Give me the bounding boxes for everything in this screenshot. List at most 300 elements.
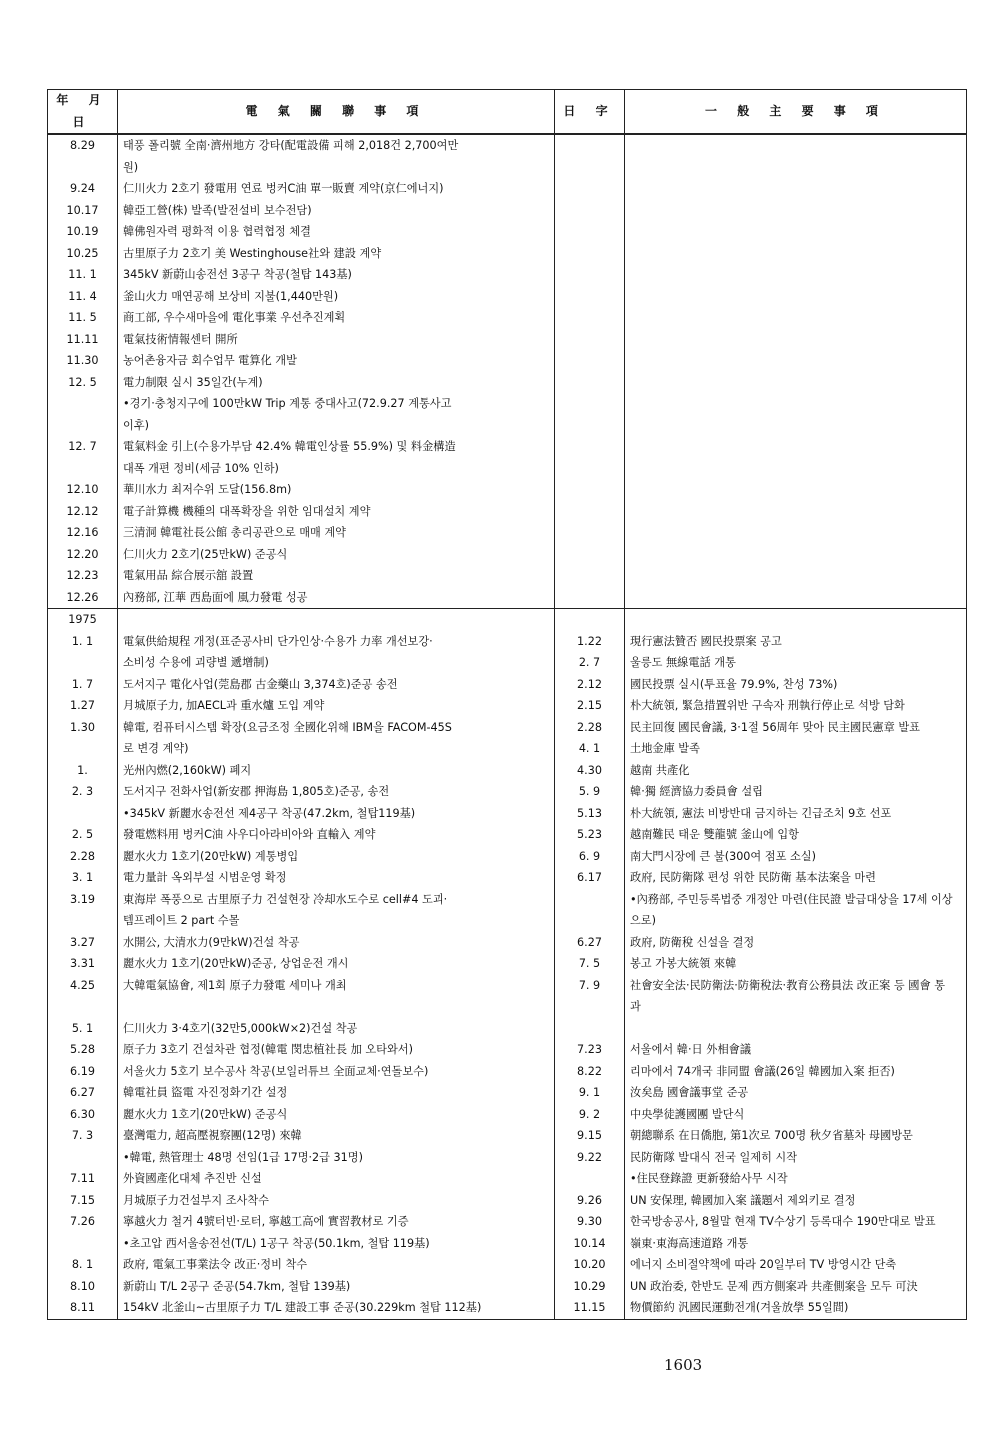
text-line: 봉고 가봉大統領 來韓 [630,957,737,970]
row-date: 7. 3 [48,1125,118,1168]
row-electric-event [118,544,555,566]
row-day: 6.27 [555,932,625,954]
text-line: 電力制限 실시 35일간(누계) [123,375,263,389]
row-general-event [625,867,967,889]
text-line: 서울火力 5호기 보수공사 착공(보일러튜브 全面교체·연돌보수) [123,1064,429,1078]
row-electric-event [118,587,555,609]
row-date: 10.19 [48,221,118,243]
text-line: •초고압 西서울송전선(T/L) 1공구 착공(50.1km, 철탑 119基) [123,1236,430,1250]
row-date: 10.25 [48,243,118,265]
row-date: 2.28 [48,846,118,868]
table-row [48,565,967,587]
text-line: 농어촌융자금 회수업무 電算化 개발 [123,354,297,367]
table-row [48,1211,967,1254]
row-day: 6.17 [555,867,625,889]
text-line: 大韓電氣協會, 제1회 原子力發電 세미나 개최 [123,978,347,992]
text-line: 朴大統領, 緊急措置위반 구속자 刑執行停止로 석방 담화 [630,699,905,712]
text-line: 345kV 新蔚山송전선 3공구 착공(철탑 143基) [123,268,352,281]
text-line: 中央學徒護國團 발단식 [630,1107,745,1121]
row-day: 6. 9 [555,846,625,868]
text-line: 電氣供給規程 개정(표준공사비 단가인상·수용가 力率 개선보강· [123,634,433,648]
row-electric-event [118,846,555,868]
row-date: 1975 [48,609,118,631]
table-row [48,479,967,501]
row-electric-event [118,221,555,243]
row-electric-event [118,953,555,975]
table-row [48,264,967,286]
text-line: 國民投票 실시(투표율 79.9%, 찬성 73%) [630,677,838,691]
row-day [555,329,625,351]
text-line: 소비성 수용에 괴량별 遞增制) [123,656,269,669]
text-line: 臺灣電力, 超高壓視察團(12명) 來韓 [123,1129,302,1142]
text-line: 越南 共產化 [630,763,690,777]
text-line: 템프레이트 2 part 수몰 [123,914,240,927]
text-line: 內務部, 江華 西島面에 風力發電 성공 [123,590,308,604]
text-line: 이후) [123,418,149,432]
text-line: 리마에서 74개국 非同盟 會議(26일 韓國加入案 拒否) [630,1064,895,1078]
text-line: 154kV 北釜山~古里原子力 T/L 建設工事 준공(30.229km 철탑 112基) [123,1301,482,1314]
text-line: 原子力 3호기 건설차관 협정(韓電 閔忠植社長 加 오타와서) [123,1043,413,1056]
row-electric-event [118,1211,555,1254]
row-day: 10.29 [555,1276,625,1298]
row-general-event [625,522,967,544]
row-general-event [625,1168,967,1190]
table-row [48,1125,967,1168]
text-line: 원) [123,160,139,174]
row-general-event [625,975,967,1018]
header-day: 日 字 [555,90,625,135]
table-header [48,90,967,135]
row-date: 7.15 [48,1190,118,1212]
row-day: 7. 9 [555,975,625,1018]
row-date: 8.10 [48,1276,118,1298]
row-date: 2. 5 [48,824,118,846]
text-line: 光州內燃(2,160kW) 폐지 [123,763,252,777]
text-line: 韓亞工營(株) 발족(발전설비 보수전담) [123,203,312,217]
row-electric-event [118,372,555,437]
row-electric-event [118,307,555,329]
header-date: 年 月 日 [48,90,118,135]
row-date: 3. 1 [48,867,118,889]
row-date: 12.26 [48,587,118,609]
text-line: 朝總聯系 在日僑胞, 第1次로 700명 秋夕省墓차 母國방문 [630,1129,913,1142]
row-general-event [625,479,967,501]
text-line: 東海岸 폭풍으로 古里原子力 건설현장 冷却水도수로 cell#4 도괴· [123,892,448,906]
row-general-event [625,350,967,372]
row-general-event [625,781,967,824]
text-line: 仁川火力 2호기(25만kW) 준공식 [123,547,288,561]
row-electric-event [118,674,555,696]
text-line: 現行憲法贊否 國民投票案 공고 [630,634,782,648]
row-electric-event [118,1168,555,1190]
text-line: 汝矣島 國會議事堂 준공 [630,1086,749,1099]
text-line: 韓·獨 經濟協力委員會 설립 [630,785,763,798]
row-date: 1.30 [48,717,118,760]
table-row [48,307,967,329]
text-line: 政府, 防衛稅 신설을 결정 [630,935,755,949]
table-row [48,544,967,566]
row-day: 10.20 [555,1254,625,1276]
row-date: 11. 4 [48,286,118,308]
row-day [555,565,625,587]
text-line: 寧越火力 철거 4號터빈·로터, 寧越工高에 實習教材로 기증 [123,1215,409,1228]
table-row [48,631,967,674]
text-line: 古里原子力 2호기 美 Westinghouse社와 建設 계약 [123,246,382,260]
row-date: 7.26 [48,1211,118,1254]
row-day [555,372,625,437]
text-line: 嶺東·東海高速道路 개통 [630,1236,749,1250]
row-electric-event [118,329,555,351]
row-date: 1.27 [48,695,118,717]
row-general-event [625,134,967,178]
row-electric-event [118,243,555,265]
row-general-event [625,501,967,523]
row-day [555,350,625,372]
row-day [555,1168,625,1190]
row-general-event [625,1190,967,1212]
row-date: 5. 1 [48,1018,118,1040]
text-line: 發電燃料用 벙커C油 사우디아라비아와 直輸入 계약 [123,828,376,841]
row-general-event [625,1061,967,1083]
row-electric-event [118,1297,555,1319]
row-electric-event [118,1190,555,1212]
row-general-event [625,1039,967,1061]
row-general-event [625,587,967,609]
row-date: 6.27 [48,1082,118,1104]
text-line: 民主回復 國民會議, 3·1절 56周年 맞아 民主國民憲章 발표 [630,720,920,734]
text-line: 電力量計 옥외부설 시범운영 확정 [123,871,287,884]
row-electric-event [118,781,555,824]
row-date: 5.28 [48,1039,118,1061]
table-row [48,1039,967,1061]
text-line: •경기·충청지구에 100만kW Trip 계통 중대사고(72.9.27 계통사고 [123,397,452,410]
table-row [48,501,967,523]
text-line: 서울에서 韓·日 外相會議 [630,1043,752,1056]
text-line: 仁川火力 2호기 發電用 연료 벙커C油 單一販賣 계약(京仁에너지) [123,182,444,195]
row-electric-event [118,565,555,587]
table-row [48,200,967,222]
row-day [555,221,625,243]
text-line: 政府, 電氣工事業法令 改正·정비 착수 [123,1258,308,1271]
row-general-event [625,846,967,868]
row-electric-event [118,264,555,286]
row-date: 1. 7 [48,674,118,696]
row-day [555,178,625,200]
text-line: •韓電, 熱管理士 48명 선임(1급 17명·2급 31명) [123,1150,363,1164]
table-row [48,350,967,372]
text-line: 電氣料金 引上(수용가부담 42.4% 韓電인상률 55.9%) 및 料金構造 [123,440,456,453]
text-line: 商工部, 우수새마을에 電化事業 우선추진계획 [123,311,346,324]
row-date: 2. 3 [48,781,118,824]
text-line: 土地金庫 발족 [630,742,700,755]
table-row [48,1254,967,1276]
row-day [555,544,625,566]
table-row [48,932,967,954]
table-row [48,824,967,846]
row-electric-event [118,522,555,544]
row-day: 2.12 [555,674,625,696]
chronology-table [47,89,967,1320]
row-date: 12.16 [48,522,118,544]
row-electric-event [118,824,555,846]
text-line: 한국방송공사, 8월말 현재 TV수상기 등록대수 190만대로 발표 [630,1215,936,1228]
row-electric-event [118,760,555,782]
text-line: 朴大統領, 憲法 비방반대 금지하는 긴급조치 9호 선포 [630,806,892,820]
header-general-events: 一 般 主 要 事 項 [625,90,967,135]
row-day: 7.23 [555,1039,625,1061]
text-line: 電氣用品 綜合展示舘 設置 [123,569,254,582]
row-general-event [625,307,967,329]
row-electric-event [118,867,555,889]
text-line: 로 변경 계약) [123,742,189,755]
row-electric-event [118,889,555,932]
table-row [48,178,967,200]
row-date: 10.17 [48,200,118,222]
row-general-event [625,1104,967,1126]
text-line: 麗水火力 1호기(20만kW) 계통병입 [123,849,299,863]
row-day: 7. 5 [555,953,625,975]
row-general-event [625,1211,967,1254]
row-day: 9. 1 [555,1082,625,1104]
text-line: 華川水力 최저수위 도달(156.8m) [123,483,292,496]
row-electric-event [118,609,555,631]
text-line: 電氣技術情報센터 開所 [123,332,238,346]
row-general-event [625,221,967,243]
table-row [48,1297,967,1319]
table-row [48,1018,967,1040]
header-electric-events: 電 氣 關 聯 事 項 [118,90,555,135]
table-row [48,760,967,782]
row-general-event [625,717,967,760]
table-row [48,329,967,351]
table-row [48,1104,967,1126]
row-electric-event [118,932,555,954]
row-general-event [625,1018,967,1040]
row-date: 12.23 [48,565,118,587]
row-date: 9.24 [48,178,118,200]
row-general-event [625,695,967,717]
row-date: 6.30 [48,1104,118,1126]
text-line: 도서지구 전화사업(新安郡 押海島 1,805호)준공, 송전 [123,785,390,798]
page-number: 1603 [664,1356,703,1374]
row-day [555,889,625,932]
table-row [48,717,967,760]
row-general-event [625,760,967,782]
row-general-event [625,1082,967,1104]
row-electric-event [118,1104,555,1126]
table-row [48,221,967,243]
row-general-event [625,1297,967,1319]
row-electric-event [118,975,555,1018]
row-day: 11.15 [555,1297,625,1319]
text-line: 으로) [630,914,656,927]
row-date: 12.20 [48,544,118,566]
row-date: 4.25 [48,975,118,1018]
row-general-event [625,436,967,479]
row-general-event [625,674,967,696]
text-line: 越南難民 태운 雙龍號 釜山에 입항 [630,828,799,841]
row-general-event [625,1254,967,1276]
text-line: 政府, 民防衛隊 편성 위한 民防衛 基本法案을 마련 [630,871,876,884]
text-line: 南大門시장에 큰 불(300여 점포 소실) [630,849,816,863]
text-line: 仁川火力 3·4호기(32만5,000kW×2)건설 착공 [123,1021,358,1035]
text-line: 三清洞 韓電社長公館 총리공관으로 매매 계약 [123,526,346,539]
row-electric-event [118,1125,555,1168]
table-row [48,609,967,631]
table-row [48,1190,967,1212]
row-day [555,587,625,609]
row-day [555,479,625,501]
row-general-event [625,889,967,932]
table-row [48,867,967,889]
text-line: 釜山火力 매연공해 보상비 지불(1,440만원) [123,289,339,303]
row-date: 11.30 [48,350,118,372]
row-date: 11. 5 [48,307,118,329]
table-row [48,953,967,975]
text-line: 月城原子力건설부지 조사착수 [123,1193,269,1207]
row-day [555,264,625,286]
table-row [48,674,967,696]
table-row [48,436,967,479]
row-day: 5.23 [555,824,625,846]
row-general-event [625,1125,967,1168]
row-date: 12.10 [48,479,118,501]
text-line: 新蔚山 T/L 2공구 준공(54.7km, 철탑 139基) [123,1279,351,1293]
row-date: 7.11 [48,1168,118,1190]
row-electric-event [118,1082,555,1104]
row-electric-event [118,695,555,717]
row-general-event [625,631,967,674]
table-row [48,695,967,717]
table-row [48,134,967,178]
row-date: 8.11 [48,1297,118,1319]
table-row [48,846,967,868]
row-date: 12. 5 [48,372,118,437]
row-electric-event [118,631,555,674]
row-day [555,501,625,523]
row-date: 12.12 [48,501,118,523]
table-row [48,889,967,932]
row-general-event [625,372,967,437]
table-body [48,134,967,1319]
row-date: 6.19 [48,1061,118,1083]
text-line: •內務部, 주민등록법중 개정안 마련(住民證 발급대상을 17세 이상 [630,892,953,906]
row-day [555,1018,625,1040]
row-electric-event [118,436,555,479]
text-line: 과 [630,1000,641,1013]
row-day: 8.22 [555,1061,625,1083]
row-electric-event [118,1254,555,1276]
row-general-event [625,1276,967,1298]
row-electric-event [118,501,555,523]
table-row [48,781,967,824]
text-line: 에너지 소비절약책에 따라 20일부터 TV 방영시간 단축 [630,1258,897,1271]
text-line: 태풍 폴리號 全南·濟州地方 강타(配電設備 피해 2,018건 2,700여만 [123,139,459,152]
row-general-event [625,329,967,351]
row-electric-event [118,200,555,222]
table-row [48,1276,967,1298]
row-electric-event [118,134,555,178]
row-date: 11. 1 [48,264,118,286]
row-electric-event [118,717,555,760]
row-day: 9.26 [555,1190,625,1212]
row-day [555,307,625,329]
table-row [48,975,967,1018]
text-line: •住民登錄證 更新發給사무 시작 [630,1172,788,1185]
table-row [48,1061,967,1083]
row-day [555,134,625,178]
text-line: •345kV 新麗水송전선 제4공구 착공(47.2km, 철탑119基) [123,806,416,820]
row-day: 9.30 10.14 [555,1211,625,1254]
text-line: 韓佛원자력 평화적 이용 협력협정 체결 [123,225,311,238]
text-line: 外資國產化대체 추진반 신설 [123,1172,262,1185]
row-general-event [625,953,967,975]
row-date: 3.19 [48,889,118,932]
row-electric-event [118,1039,555,1061]
row-electric-event [118,479,555,501]
row-date: 12. 7 [48,436,118,479]
table-row [48,1082,967,1104]
row-electric-event [118,178,555,200]
row-day: 1.22 2. 7 [555,631,625,674]
row-day [555,286,625,308]
row-day [555,243,625,265]
row-date: 3.27 [48,932,118,954]
text-line: 電子計算機 機種의 대폭확장을 위한 임대설치 계약 [123,504,371,518]
row-general-event [625,609,967,631]
table-row [48,286,967,308]
row-electric-event [118,1276,555,1298]
table-row [48,1168,967,1190]
row-day [555,609,625,631]
table-row [48,372,967,437]
text-line: UN 政治委, 한반도 문제 西方側案과 共產側案을 모두 可決 [630,1279,918,1293]
table-row [48,587,967,609]
row-day: 9. 2 [555,1104,625,1126]
row-day: 2.15 [555,695,625,717]
row-day: 5. 9 5.13 [555,781,625,824]
row-general-event [625,243,967,265]
row-day [555,522,625,544]
table-row [48,522,967,544]
row-general-event [625,200,967,222]
row-general-event [625,264,967,286]
row-date: 8. 1 [48,1254,118,1276]
row-date: 8.29 [48,134,118,178]
row-general-event [625,178,967,200]
row-electric-event [118,286,555,308]
text-line: 울릉도 無線電話 개통 [630,656,736,669]
row-general-event [625,544,967,566]
row-day [555,436,625,479]
row-general-event [625,824,967,846]
text-line: 韓電, 컴퓨터시스템 확장(요금조정 全國化위해 IBM을 FACOM-45S [123,720,452,734]
text-line: 物價節約 汎國民運動전개(겨울放學 55일間) [630,1301,849,1314]
row-date: 1. [48,760,118,782]
text-line: 水開公, 大清水力(9만kW)건설 착공 [123,935,300,949]
row-general-event [625,286,967,308]
row-day: 9.15 9.22 [555,1125,625,1168]
table-row [48,243,967,265]
row-electric-event [118,350,555,372]
row-general-event [625,565,967,587]
text-line: 月城原子力, 加AECL과 重水爐 도입 계약 [123,699,325,712]
row-day: 4.30 [555,760,625,782]
text-line: 麗水火力 1호기(20만kW) 준공식 [123,1107,288,1121]
text-line: 도서지구 電化사업(莞島郡 古金藥山 3,374호)준공 송전 [123,677,398,691]
row-electric-event [118,1018,555,1040]
row-day: 2.28 4. 1 [555,717,625,760]
